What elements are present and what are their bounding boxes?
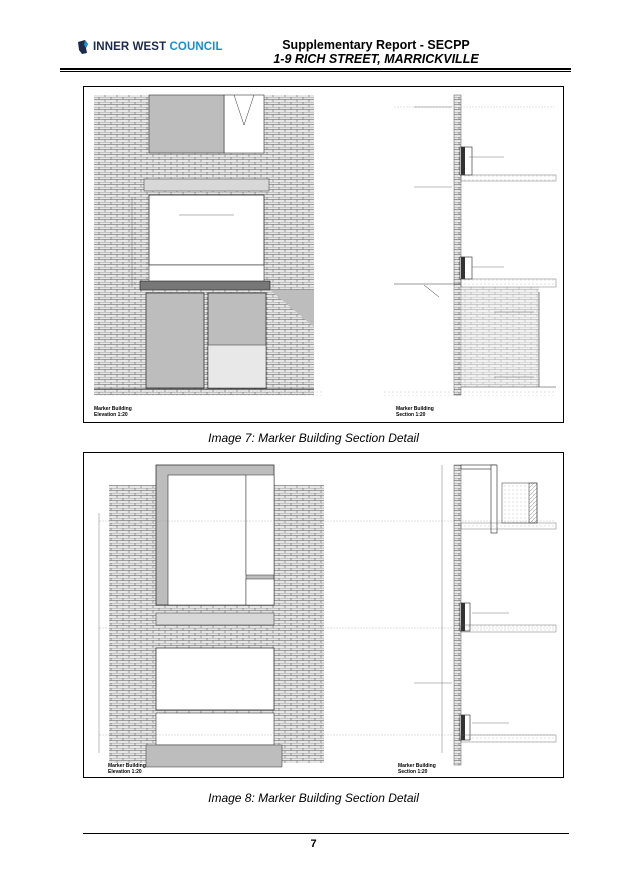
label-section-line-1: Marker Building: [396, 406, 434, 412]
label-elevation-line-2: Elevation 1:20: [108, 768, 142, 775]
window-lower: [156, 648, 274, 710]
report-title-line-2: 1-9 RICH STREET, MARRICKVILLE: [273, 52, 479, 66]
footer-rule: [83, 833, 569, 834]
label-elevation: [94, 407, 132, 418]
drawing-elevation-section-1: [84, 87, 563, 422]
label-section-line-2: Section 1:20: [396, 411, 426, 418]
page-number: 7: [310, 838, 317, 850]
window-upper: [149, 195, 264, 265]
report-title-line-1: Supplementary Report - SECPP: [282, 38, 470, 52]
header-rule-thin: [60, 71, 571, 72]
logo-word-1: INNER WEST: [93, 41, 167, 53]
council-logo-text: [93, 41, 223, 53]
council-logo: [76, 39, 223, 55]
label-elevation-line-1: Marker Building: [108, 763, 146, 769]
label-section-line-2: Section 1:20: [398, 768, 428, 775]
label-section-line-1: Marker Building: [398, 763, 436, 769]
label-elevation-line-1: Marker Building: [94, 406, 132, 412]
logo-word-2: COUNCIL: [169, 41, 223, 53]
figure-marker-building-detail-1: [83, 86, 564, 423]
label-elevation-line-2: Elevation 1:20: [94, 411, 128, 418]
label-section: [396, 407, 434, 418]
caption-image-8: Image 8: Marker Building Section Detail: [208, 791, 419, 805]
shopfront-panel-left: [146, 293, 204, 388]
label-elevation: [108, 764, 146, 775]
figure-marker-building-detail-2: [83, 452, 564, 778]
report-title: [256, 38, 496, 66]
caption-image-7: Image 7: Marker Building Section Detail: [208, 431, 419, 445]
header-rule: [60, 68, 571, 70]
council-logo-icon: [76, 39, 90, 55]
drawing-elevation-section-2: [84, 453, 563, 777]
awning: [140, 281, 270, 290]
label-section: [398, 764, 436, 775]
